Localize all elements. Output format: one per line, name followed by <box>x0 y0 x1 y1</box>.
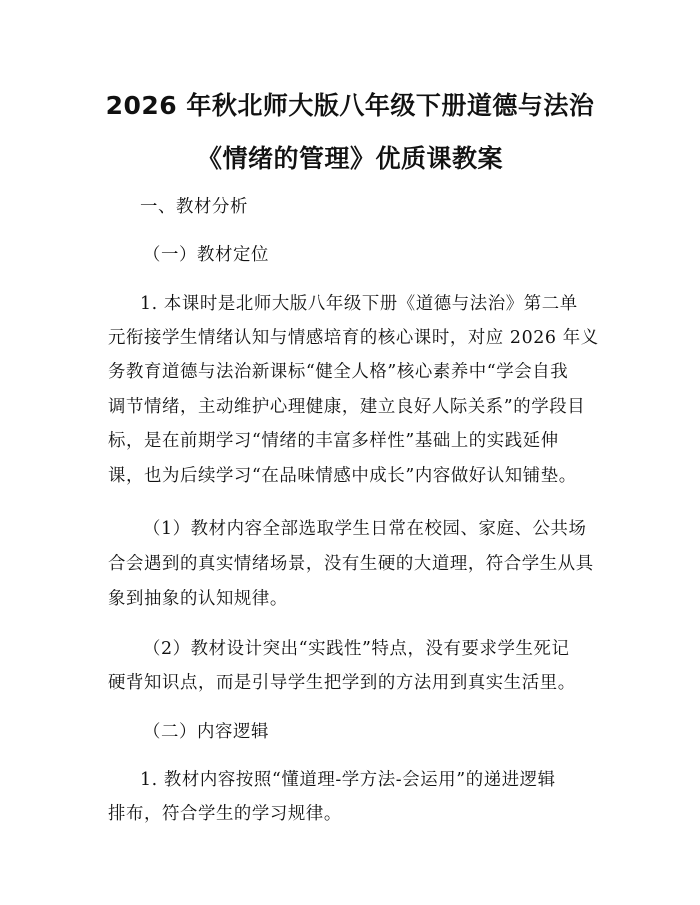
paragraph-line: 标，是在前期学习“情绪的丰富多样性”基础上的实践延伸 <box>108 431 559 451</box>
paragraph-line: 合会遇到的真实情绪场景，没有生硬的大道理，符合学生从具 <box>108 554 594 574</box>
document-title-line-1: 2026 年秋北师大版八年级下册道德与法治 <box>105 91 595 120</box>
paragraph-line: 元衔接学生情绪认知与情感培育的核心课时，对应 2026 年义 <box>108 328 599 348</box>
paragraph-line: 1. 教材内容按照“懂道理-学方法-会运用”的递进逻辑 <box>140 770 556 790</box>
paragraph-line: 务教育道德与法治新课标“健全人格”核心素养中“学会自我 <box>108 362 569 382</box>
document-title-line-2: 《情绪的管理》优质课教案 <box>196 144 503 173</box>
paragraph-line: 象到抽象的认知规律。 <box>108 589 288 609</box>
subsection-heading-1: （一）教材定位 <box>143 245 269 265</box>
paragraph-line: 硬背知识点，而是引导学生把学到的方法用到真实生活里。 <box>108 673 576 693</box>
section-heading-1: 一、教材分析 <box>140 197 248 217</box>
paragraph-line: 课，也为后续学习“在品味情感中成长”内容做好认知铺垫。 <box>108 466 577 486</box>
paragraph-line: 排布，符合学生的学习规律。 <box>108 804 342 824</box>
subsection-heading-2: （二）内容逻辑 <box>143 722 269 742</box>
paragraph-line: （2）教材设计突出“实践性”特点，没有要求学生死记 <box>143 639 570 659</box>
paragraph-line: 1. 本课时是北师大版八年级下册《道德与法治》第二单 <box>140 294 578 314</box>
paragraph-line: 调节情绪，主动维护心理健康，建立良好人际关系”的学段目 <box>108 397 586 417</box>
paragraph-line: （1）教材内容全部选取学生日常在校园、家庭、公共场 <box>143 519 587 539</box>
